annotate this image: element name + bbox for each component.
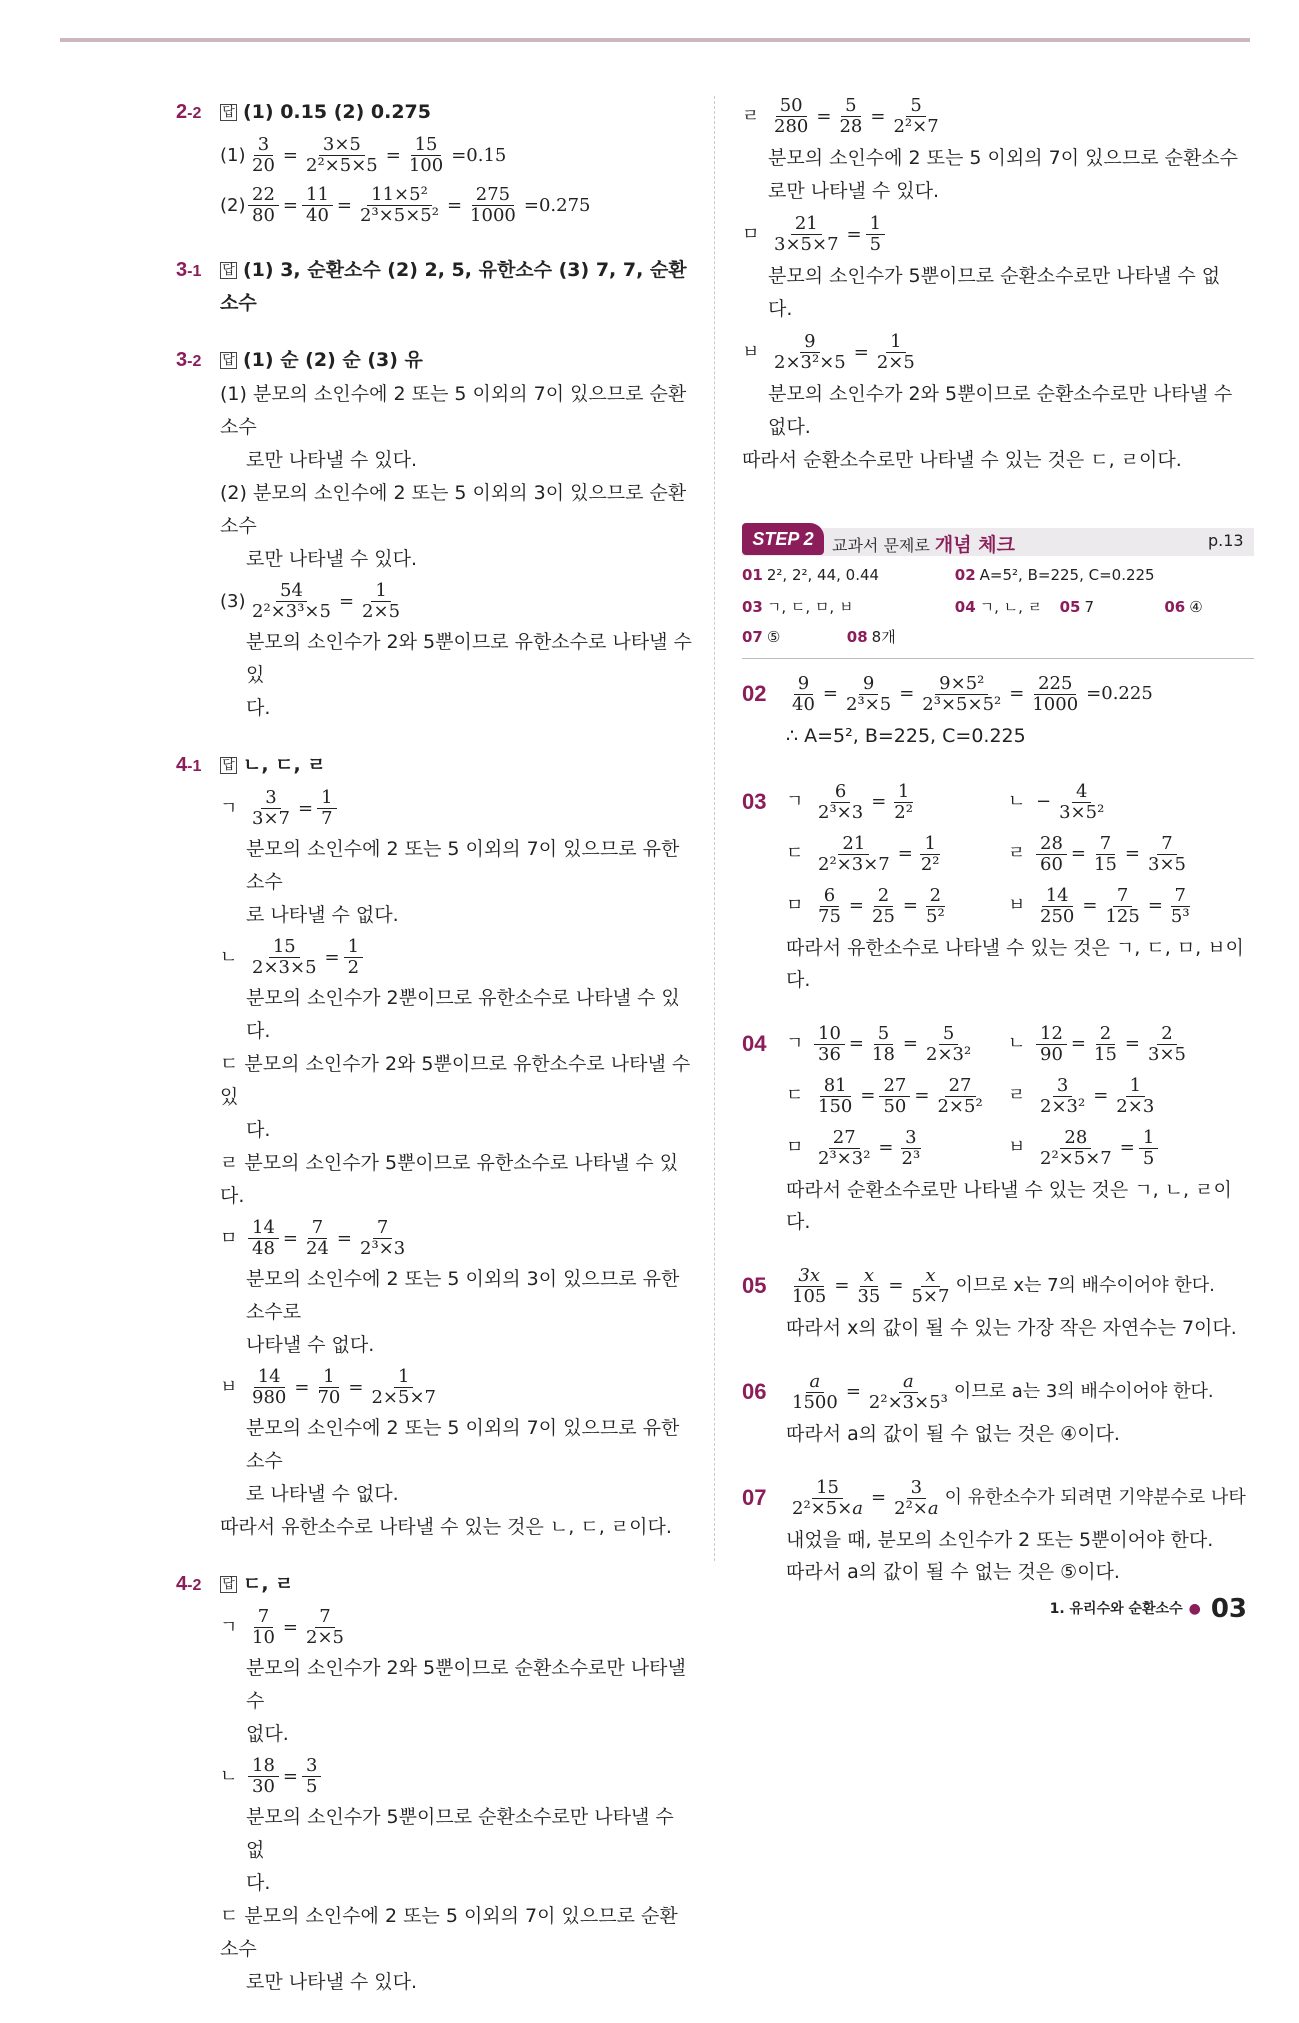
solution-line: 05 $\frac{3x}{105}$ = $\frac{x}{35}$ = $\frac{x}{5\times 7}$ 이므로 x는 7의 배수이어야 한다. [742, 1264, 1215, 1307]
page-footer [1050, 1594, 1247, 1624]
text-line: 로만 나타낼 수 있다. [768, 180, 939, 202]
conclusion: 따라서 a의 값이 될 수 없는 것은 ④이다. [786, 1423, 1120, 1445]
answer-grid-row: 01 2², 2², 44, 0.44 02 A=5², B=225, C=0.225 [742, 566, 1155, 584]
problem-2-2 [176, 96, 696, 230]
problem-number: 3-2 [176, 349, 202, 371]
bullet-icon: ● [1188, 1601, 1201, 1617]
solution-line: ㄴ $\frac{15}{2\times 3\times 5}$ = $\frac{1}{2}$ [220, 932, 696, 982]
conclusion: 따라서 순환소수로만 나타낼 수 있는 것은 ㄱ, ㄴ, ㄹ이다. [786, 1179, 1232, 1233]
column-divider [714, 96, 715, 1561]
problem-3-2 [176, 344, 696, 725]
text-line: 분모의 소인수에 2 또는 5 이외의 3이 있으므로 유한소수로 [246, 1268, 680, 1323]
solution-02 [742, 668, 1254, 752]
conclusion: ∴ A=5², B=225, C=0.225 [786, 725, 1026, 747]
text-line: 분모의 소인수가 5뿐이므로 순환소수로만 나타낼 수 없 [246, 1806, 674, 1861]
solution-line: ㄹ $\frac{50}{280}$ = $\frac{5}{28}$ = $\frac{5}{\text{2²×7}}$ [742, 94, 939, 137]
conclusion: 따라서 x의 값이 될 수 있는 가장 작은 자연수는 7이다. [786, 1317, 1237, 1339]
solution-line: 07 $\frac{15}{\text{2²×5×a}}$ = $\frac{3}{\text{2²×a}}$ 이 유한소수가 되려면 기약분수로 나타 [742, 1476, 1246, 1519]
text-line: 분모의 소인수가 2와 5뿐이므로 순환소수로만 나타낼 수 [246, 1657, 686, 1712]
text-line: 분모의 소인수에 2 또는 5 이외의 7이 있으므로 유한소수 [246, 838, 680, 893]
conclusion: 따라서 유한소수로 나타낼 수 있는 것은 ㄱ, ㄷ, ㅁ, ㅂ이다. [786, 937, 1244, 991]
text-line: 로 나타낼 수 없다. [246, 1483, 399, 1505]
problem-number: 2-2 [176, 101, 202, 123]
answer: 답 (1) 0.15 (2) 0.275 [220, 96, 431, 129]
solution-line: ㅂ $\frac{9}{\text{2×3²×5}}$ = $\frac{1}{2\times 5}$ [742, 330, 915, 373]
solution-line: ㅂ $\frac{14}{980}$ = $\frac{1}{70}$ = $\frac{1}{2\times 5\times 7}$ [220, 1365, 436, 1408]
solution-number: 04 [742, 1031, 767, 1056]
step-badge: STEP 2 [742, 523, 824, 555]
text-line: 내었을 때, 분모의 소인수가 2 또는 5뿐이어야 한다. [786, 1529, 1214, 1551]
answer-grid-row: 07 ⑤ 08 8개 [742, 628, 896, 646]
text-line: 이 유한소수가 되려면 기약분수로 나타 [944, 1487, 1246, 1508]
text-line: 로 나타낼 수 없다. [246, 904, 399, 926]
text-line: ㄹ 분모의 소인수가 5뿐이므로 유한소수로 나타낼 수 있다. [220, 1152, 679, 1207]
text-line: 다. [246, 697, 271, 719]
problem-3-1 [176, 254, 696, 320]
text-line: (2) 분모의 소인수에 2 또는 5 이외의 3이 있으므로 순환소수 [220, 482, 687, 537]
solution-line: ㄱ $\frac{7}{10}$ = $\frac{7}{2\times 5}$ [220, 1605, 344, 1648]
text-line: 없다. [246, 1723, 289, 1745]
solution-line: (1) $\frac{3}{20}$ = $\frac{3\times 5}{\text{2²×5×5}}$ = $\frac{15}{100}$ =0.15 [220, 133, 507, 176]
text-line: 분모의 소인수에 2 또는 5 이외의 7이 있으므로 순환소수 [768, 147, 1239, 169]
conclusion: 따라서 a의 값이 될 수 없는 것은 ⑤이다. [786, 1561, 1120, 1583]
text-line: 분모의 소인수가 2뿐이므로 유한소수로 나타낼 수 있다. [246, 987, 680, 1042]
text-line: 다. [246, 1119, 271, 1141]
text-line: 분모의 소인수가 5뿐이므로 순환소수로만 나타낼 수 없 [768, 265, 1221, 287]
chapter-title: 1. 유리수와 순환소수 [1049, 1601, 1183, 1617]
section-rule [742, 658, 1254, 659]
solution-line: (3) $\frac{54}{\text{2²×3³×5}}$ = $\frac{1}{2\times 5}$ [220, 579, 401, 622]
text-line: 분모의 소인수가 2와 5뿐이므로 유한소수로 나타낼 수 있 [246, 631, 692, 686]
problem-number: 4-2 [176, 1573, 202, 1595]
solution-line: (2) $\frac{22}{80}$ = $\frac{11}{40}$ = $\frac{\text{11×5²}}{\text{2³×5×5²}}$ = $\frac{275}{1000}$ =0.275 [220, 183, 591, 226]
top-rule [60, 38, 1250, 42]
solution-line: ㄴ $\frac{18}{30}$ = $\frac{3}{5}$ [220, 1751, 696, 1801]
text-line: 이므로 a는 3의 배수이어야 한다. [953, 1381, 1214, 1402]
solution-number: 02 [742, 681, 767, 706]
text-line: 없다. [768, 416, 811, 438]
text-line: 로만 나타낼 수 있다. [246, 548, 417, 570]
solution-number: 07 [742, 1485, 767, 1510]
page-number: 03 [1210, 1594, 1247, 1624]
solution-07 [742, 1472, 1254, 1588]
answer: 답 ㄷ, ㄹ [220, 1568, 294, 1601]
solution-line: ㄱ $\frac{3}{3\times 7}$ = $\frac{1}{7}$ [220, 783, 696, 833]
text-line: 나타낼 수 없다. [246, 1334, 375, 1356]
solution-line: ㄷ $\frac{81}{150}$ = $\frac{27}{50}$ = $\frac{27}{\text{2×5²}}$ ㄹ $\frac{3}{\text{2×3²}}$ = $\frac{1}{2\times 3}$ [786, 1074, 1155, 1117]
solution-line: ㅁ $\frac{6}{75}$ = $\frac{2}{25}$ = $\frac{2}{\text{5²}}$ ㅂ $\frac{14}{250}$ = $\frac{7}{125}$ = $\frac{7}{\text{5³}}$ [786, 884, 1190, 927]
text-line: 로만 나타낼 수 있다. [246, 1971, 417, 1993]
answer: 답 (1) 순 (2) 순 (3) 유 [220, 344, 423, 377]
solution-05 [742, 1260, 1254, 1344]
solution-line: ㅁ $\frac{27}{\text{2³×3²}}$ = $\frac{3}{\text{2³}}$ ㅂ $\frac{28}{\text{2²×5×7}}$ = $\frac{1}{5}$ [786, 1122, 1254, 1174]
solution-line: ㄷ $\frac{21}{\text{2²×3×7}}$ = $\frac{1}{\text{2²}}$ ㄹ $\frac{28}{60}$ = $\frac{7}{15}$ = $\frac{7}{3\times 5}$ [786, 832, 1186, 875]
solution-number: 06 [742, 1379, 767, 1404]
solution-number: 05 [742, 1273, 767, 1298]
page-reference: p.13 [1208, 531, 1244, 550]
text-line: ㄷ 분모의 소인수가 2와 5뿐이므로 유한소수로 나타낼 수 있 [220, 1053, 691, 1108]
text-line: 로만 나타낼 수 있다. [246, 449, 417, 471]
solution-line: 04 ㄱ $\frac{10}{36}$ = $\frac{5}{18}$ = $\frac{5}{\text{2×3²}}$ ㄴ $\frac{12}{90}$ = $\frac{2}{15}$ = $\frac{2}{3\times 5}$ [742, 1022, 1186, 1065]
right-column-top [742, 90, 1254, 477]
conclusion: 따라서 유한소수로 나타낼 수 있는 것은 ㄴ, ㄷ, ㄹ이다. [220, 1516, 672, 1538]
text-line: 분모의 소인수가 2와 5뿐이므로 순환소수로만 나타낼 수 [768, 383, 1233, 405]
text-line: 다. [246, 1872, 271, 1894]
right-column-solutions [742, 668, 1254, 1588]
problem-4-1 [176, 749, 696, 1544]
answer: 답 (1) 3, 순환소수 (2) 2, 5, 유한소수 (3) 7, 7, 순환소수 [220, 259, 687, 314]
solution-03 [742, 776, 1254, 996]
text-line: (1) 분모의 소인수에 2 또는 5 이외의 7이 있으므로 순환소수 [220, 383, 687, 438]
solution-line: ㅁ $\frac{21}{3\times 5\times 7}$ = $\frac{1}{5}$ [742, 208, 1254, 260]
text-line: 다. [768, 298, 793, 320]
answer-grid-row: 03 ㄱ, ㄷ, ㅁ, ㅂ 04 ㄱ, ㄴ, ㄹ 05 7 06 ④ [742, 598, 1203, 616]
problem-number: 4-1 [176, 754, 202, 776]
left-column [176, 96, 696, 2023]
text-line: ㄷ 분모의 소인수에 2 또는 5 이외의 7이 있으므로 순환소수 [220, 1905, 678, 1960]
conclusion: 따라서 순환소수로만 나타낼 수 있는 것은 ㄷ, ㄹ이다. [742, 449, 1182, 471]
step-title: 교과서 문제로 개념 체크 [832, 534, 1015, 556]
solution-line: ㅁ $\frac{14}{48}$ = $\frac{7}{24}$ = $\frac{7}{\text{2³×3}}$ [220, 1216, 406, 1259]
problem-number: 3-1 [176, 259, 202, 281]
solution-number: 03 [742, 789, 767, 814]
solution-line: 03 ㄱ $\frac{6}{\text{2³×3}}$ = $\frac{1}{\text{2²}}$ ㄴ − $\frac{4}{\text{3×5²}}$ [742, 780, 1105, 823]
text-line: 분모의 소인수에 2 또는 5 이외의 7이 있으므로 유한소수 [246, 1417, 680, 1472]
solution-line: 02 $\frac{9}{40}$ = $\frac{9}{\text{2³×5}}$ = $\frac{\text{9×5²}}{\text{2³×5×5²}}$ = $\frac{225}{1000}$ =0.225 [742, 672, 1153, 715]
solution-line: 06 $\frac{a}{1500}$ = $\frac{a}{\text{2²×3×5³}}$ 이므로 a는 3의 배수이어야 한다. [742, 1370, 1214, 1413]
solution-04 [742, 1018, 1254, 1238]
problem-4-2 [176, 1568, 696, 1999]
text-line: 이므로 x는 7의 배수이어야 한다. [955, 1275, 1215, 1296]
solution-06 [742, 1366, 1254, 1450]
answer: 답 ㄴ, ㄷ, ㄹ [220, 749, 326, 782]
